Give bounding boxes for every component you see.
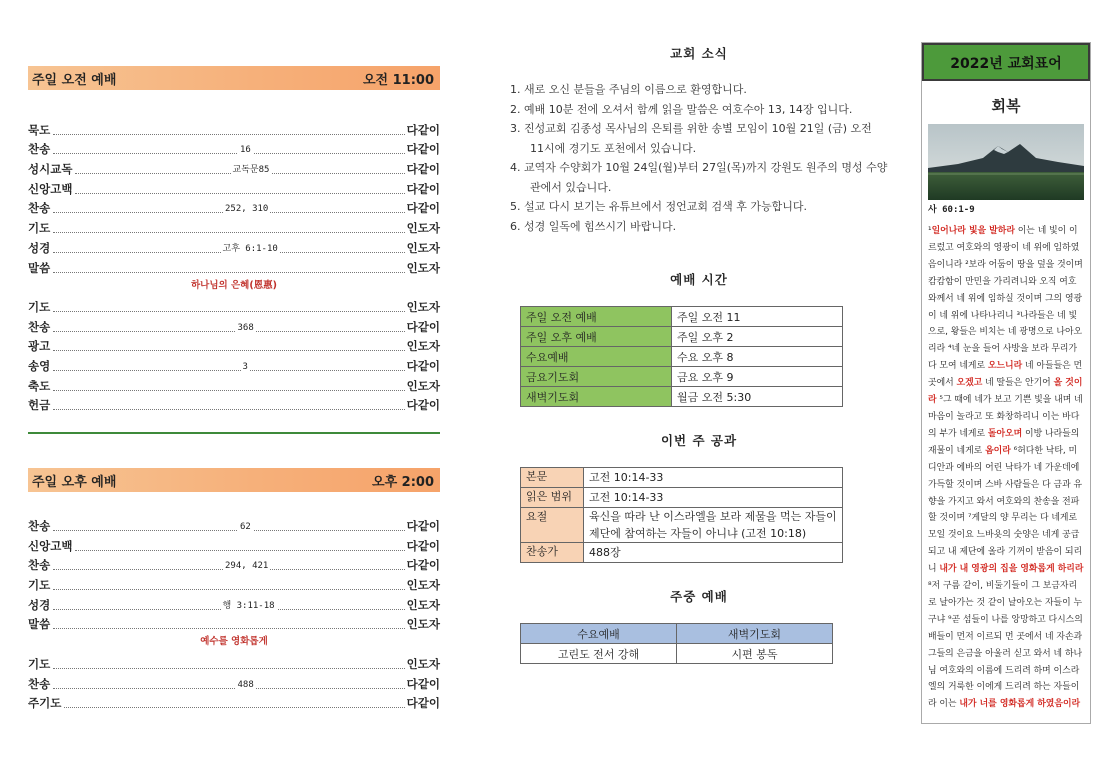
- service-times-table: [520, 306, 843, 407]
- order-row: [28, 236, 440, 256]
- order-row: [28, 613, 440, 633]
- news-item: 6. 성경 일독에 힘쓰시기 바랍니다.: [510, 219, 677, 233]
- highlighted-verse: 옴이라: [985, 445, 1011, 456]
- service-time: 주일 오전 11: [672, 307, 843, 327]
- news-item: 4. 교역자 수양회가 10월 24일(월)부터 27일(목)까지 강원도 원주의 명성 수양관에서 있습니다.: [510, 161, 888, 194]
- order-reference: 62: [240, 522, 251, 532]
- order-row: [28, 652, 440, 672]
- dotted-leader: [53, 628, 404, 629]
- weekday-value-dawn: 시편 봉독: [677, 644, 833, 664]
- order-label: 성경: [28, 597, 53, 613]
- dotted-leader: [75, 193, 404, 194]
- service-name: 주일 오후 예배: [521, 327, 672, 347]
- worship-order-column: [28, 66, 440, 711]
- order-leader: 다같이: [406, 201, 440, 216]
- dotted-leader: [53, 589, 404, 590]
- verse-text: ⁶허다한 낙타, 미디안과 에바의 어린 낙타가 네 가운데에 가득할 것이며 스바 사람들은 다 금과 유향을 가지고 와서 여호와의 찬송을 전파할 것이며 ⁷게달의 양 무리는 다 네게로 모일 것이요 느바욧의 숫양은 네게 공급되고 내 제단에 올라 기꺼이 받음이 되리니: [928, 445, 1083, 575]
- order-label: 말씀: [28, 260, 53, 276]
- service-time-row: [521, 387, 843, 407]
- order-row: [28, 295, 440, 315]
- order-reference: 16: [240, 145, 251, 156]
- sermon-title: 예수를 영화롭게: [200, 636, 268, 648]
- dotted-leader: [53, 350, 404, 351]
- dotted-leader: [53, 272, 404, 273]
- weekday-title: 주중 예배: [670, 589, 728, 604]
- order-leader: 다같이: [406, 162, 440, 177]
- sermon-title: 하나님의 은혜(恩惠): [190, 279, 278, 291]
- lesson-row: [521, 508, 843, 543]
- lesson-value: 고전 10:14-33: [584, 488, 843, 508]
- service-time-row: [521, 307, 843, 327]
- order-label: 찬송: [28, 200, 53, 216]
- verse-text: 네 아들들은 먼 곳에서: [928, 361, 1083, 389]
- order-label: 찬송: [28, 319, 53, 335]
- order-label: 주기도: [28, 695, 64, 711]
- dotted-leader: [53, 134, 404, 135]
- lesson-row: [521, 488, 843, 508]
- order-leader: 다같이: [406, 558, 440, 573]
- order-leader: 다같이: [406, 142, 440, 157]
- lesson-field: 본문: [521, 468, 584, 488]
- dotted-leader: [53, 153, 404, 154]
- order-row: [28, 157, 440, 177]
- order-row: [28, 197, 440, 217]
- highlighted-verse: 오겠고: [956, 378, 983, 389]
- order-leader: 다같이: [406, 538, 440, 553]
- scripture-text: [922, 223, 1090, 713]
- order-leader: 인도자: [406, 378, 440, 393]
- highlighted-verse: 오느니라: [987, 361, 1023, 372]
- lesson-row: [521, 543, 843, 563]
- service-time: 월금 오전 5:30: [672, 387, 843, 407]
- lesson-value: 488장: [584, 543, 843, 563]
- dotted-leader: [53, 688, 404, 689]
- afternoon-service-header: [28, 468, 440, 492]
- order-label: 찬송: [28, 676, 53, 692]
- verse-text: 이는 네 빛이 이르렀고 여호와의 영광이 네 위에 임하였음이니라 ²보라 어둠이 땅을 덮을 것이며 캄캄함이 만민을 가리려니와 오직 여호와께서 네 위에 임하실 것이며 그의 영광이 네 위에 나타나리니 ³나라들은 네 빛으로, 왕들은 비치는 네 광명으로 나아오리라 ⁴네 눈을 들어 사방을 보라 무리가 다 모여 네게로: [928, 226, 1083, 372]
- morning-service-header: [28, 66, 440, 90]
- lesson-field: 읽은 범위: [521, 488, 584, 508]
- order-reference: 488: [237, 679, 254, 690]
- order-label: 성시교독: [28, 161, 75, 177]
- service-name: 주일 오전 예배: [521, 307, 672, 327]
- order-row: [28, 672, 440, 692]
- order-row: [28, 394, 440, 414]
- order-row: [28, 692, 440, 712]
- verse-text: ¹: [928, 226, 932, 236]
- dotted-leader: [53, 331, 404, 332]
- order-leader: 인도자: [406, 578, 440, 593]
- section-divider: [28, 432, 440, 434]
- lesson-table: [520, 467, 843, 563]
- order-label: 찬송: [28, 518, 53, 534]
- order-leader: 인도자: [406, 339, 440, 354]
- dotted-leader: [64, 707, 404, 708]
- verse-text: ⁸저 구름 같이, 비둘기들이 그 보금자리로 날아가는 것 같이 날아오는 자들이 누구냐 ⁹곧 섬들이 나를 앙망하고 다시스의 배들이 먼저 이르되 먼 곳에서 네 자손과 그들의 은금을 아울러 싣고 와서 네 하나님 여호와의 이름에 드리려 하며 이스라엘의 거룩한 이에게 드리려 하는 자들이라 이는: [928, 581, 1083, 710]
- dotted-leader: [53, 409, 404, 410]
- order-leader: 인도자: [406, 299, 440, 314]
- order-label: 기도: [28, 299, 53, 315]
- service-name: 금요기도회: [521, 367, 672, 387]
- order-leader: 인도자: [406, 260, 440, 275]
- order-reference: 고후 6:1-10: [221, 241, 280, 254]
- highlighted-verse: 내가 너를 영화롭게 하였음이라: [959, 699, 1081, 710]
- motto-title: 회복: [991, 97, 1021, 115]
- service-time: 수요 오후 8: [672, 347, 843, 367]
- order-leader: 다같이: [406, 319, 440, 334]
- order-row: [28, 374, 440, 394]
- order-reference: 368: [237, 322, 254, 333]
- news-item: 3. 진성교회 김종성 목사님의 은퇴를 위한 송별 모임이 10월 21일 (금) 오전 11시에 경기도 포천에서 있습니다.: [510, 122, 872, 155]
- dotted-leader: [53, 668, 404, 669]
- service-time-row: [521, 347, 843, 367]
- info-column: [510, 44, 888, 664]
- dotted-leader: [53, 370, 404, 371]
- order-leader: 다같이: [406, 696, 440, 711]
- lesson-value: 육신을 따라 난 이스라엘을 보라 제물을 먹는 자들이 제단에 참여하는 자들이 아니냐 (고전 10:18): [584, 508, 843, 543]
- highlighted-verse: 내가 내 영광의 집을 영화롭게 하리라: [939, 564, 1084, 575]
- dotted-leader: [75, 550, 404, 551]
- order-leader: 다같이: [406, 122, 440, 137]
- service-time: 주일 오후 2: [672, 327, 843, 347]
- weekday-header-dawn: 새벽기도회: [677, 624, 833, 644]
- lesson-row: [521, 468, 843, 488]
- order-leader: 인도자: [406, 597, 440, 612]
- order-row: [28, 315, 440, 335]
- dotted-leader: [53, 232, 404, 233]
- order-leader: 다같이: [406, 181, 440, 196]
- order-label: 헌금: [28, 397, 53, 413]
- order-row: [28, 573, 440, 593]
- order-row: [28, 118, 440, 138]
- order-label: 말씀: [28, 616, 53, 632]
- highlighted-verse: 일어나라 빛을 발하라: [931, 226, 1015, 236]
- highlighted-verse: 올 것이라: [928, 378, 1083, 406]
- news-item: 5. 설교 다시 보기는 유튜브에서 정언교회 검색 후 가능합니다.: [510, 200, 807, 213]
- order-label: 축도: [28, 378, 53, 394]
- dotted-leader: [53, 390, 404, 391]
- verse-text: 이방 나라들의 재물이 네게로: [928, 428, 1080, 456]
- mountain-landscape-image: [928, 124, 1084, 200]
- order-leader: 인도자: [406, 240, 440, 255]
- morning-order-list: [28, 118, 440, 413]
- service-time: 금요 오후 9: [672, 367, 843, 387]
- order-label: 기도: [28, 656, 53, 672]
- service-time-row: [521, 367, 843, 387]
- news-item: 1. 새로 오신 분들을 주님의 이름으로 환영합니다.: [510, 83, 747, 96]
- order-leader: 다같이: [406, 358, 440, 373]
- order-reference: 교독문85: [231, 162, 272, 175]
- order-label: 기도: [28, 220, 53, 236]
- order-row: [28, 138, 440, 158]
- order-label: 광고: [28, 338, 53, 354]
- motto-header: 2022년 교회표어: [922, 43, 1090, 81]
- verse-text: ⁵그 때에 네가 보고 기쁜 빛을 내며 네 마음이 놀라고 또 화창하리니 이는 바다의 부가 네게로: [928, 395, 1083, 439]
- order-row: [28, 514, 440, 534]
- order-label: 찬송: [28, 141, 53, 157]
- order-row: [28, 534, 440, 554]
- afternoon-order-list: [28, 514, 440, 711]
- news-list: [510, 80, 888, 236]
- order-label: 기도: [28, 577, 53, 593]
- lesson-title: 이번 주 공과: [660, 433, 738, 448]
- order-row: [28, 335, 440, 355]
- lesson-field: 찬송가: [521, 543, 584, 563]
- order-row: [28, 593, 440, 613]
- afternoon-service-time: 오후 2:00: [372, 474, 434, 490]
- service-times-title: 예배 시간: [670, 272, 728, 287]
- highlighted-verse: 돌아오며: [987, 428, 1023, 439]
- order-leader: 인도자: [406, 656, 440, 671]
- church-motto-panel: [921, 42, 1091, 724]
- service-name: 새벽기도회: [521, 387, 672, 407]
- order-leader: 인도자: [406, 221, 440, 236]
- morning-service-title: 주일 오전 예배: [32, 72, 117, 88]
- dotted-leader: [53, 311, 404, 312]
- service-time-row: [521, 327, 843, 347]
- dotted-leader: [53, 530, 404, 531]
- order-label: 찬송: [28, 557, 53, 573]
- order-row: [28, 177, 440, 197]
- order-leader: 다같이: [406, 676, 440, 691]
- verse-text: 네 딸들은 안기어: [982, 378, 1054, 389]
- weekday-value-wed: 고린도 전서 강해: [521, 644, 677, 664]
- lesson-field: 요절: [521, 508, 584, 543]
- service-name: 수요예배: [521, 347, 672, 367]
- order-label: 송영: [28, 358, 53, 374]
- verse-reference: 사 60:1-9: [928, 205, 975, 215]
- order-reference: 294, 421: [225, 561, 269, 572]
- order-leader: 인도자: [406, 617, 440, 632]
- order-row: [28, 354, 440, 374]
- news-title: 교회 소식: [670, 46, 728, 61]
- weekday-header-wed: 수요예배: [521, 624, 677, 644]
- order-reference: 3: [242, 361, 248, 372]
- order-row: [28, 256, 440, 276]
- weekday-table: [520, 623, 833, 664]
- news-item: 2. 예배 10분 전에 오셔서 함께 읽을 말씀은 여호수아 13, 14장 입니다.: [510, 102, 853, 116]
- morning-service-time: 오전 11:00: [362, 72, 434, 88]
- order-row: [28, 554, 440, 574]
- order-label: 신앙고백: [28, 181, 75, 197]
- afternoon-service-title: 주일 오후 예배: [32, 474, 117, 490]
- order-reference: 행 3:11-18: [221, 598, 277, 611]
- order-row: [28, 216, 440, 236]
- lesson-value: 고전 10:14-33: [584, 468, 843, 488]
- order-label: 신앙고백: [28, 538, 75, 554]
- order-leader: 다같이: [406, 519, 440, 533]
- order-label: 성경: [28, 240, 53, 256]
- order-leader: 다같이: [406, 398, 440, 413]
- order-label: 묵도: [28, 122, 53, 138]
- order-reference: 252, 310: [225, 204, 269, 215]
